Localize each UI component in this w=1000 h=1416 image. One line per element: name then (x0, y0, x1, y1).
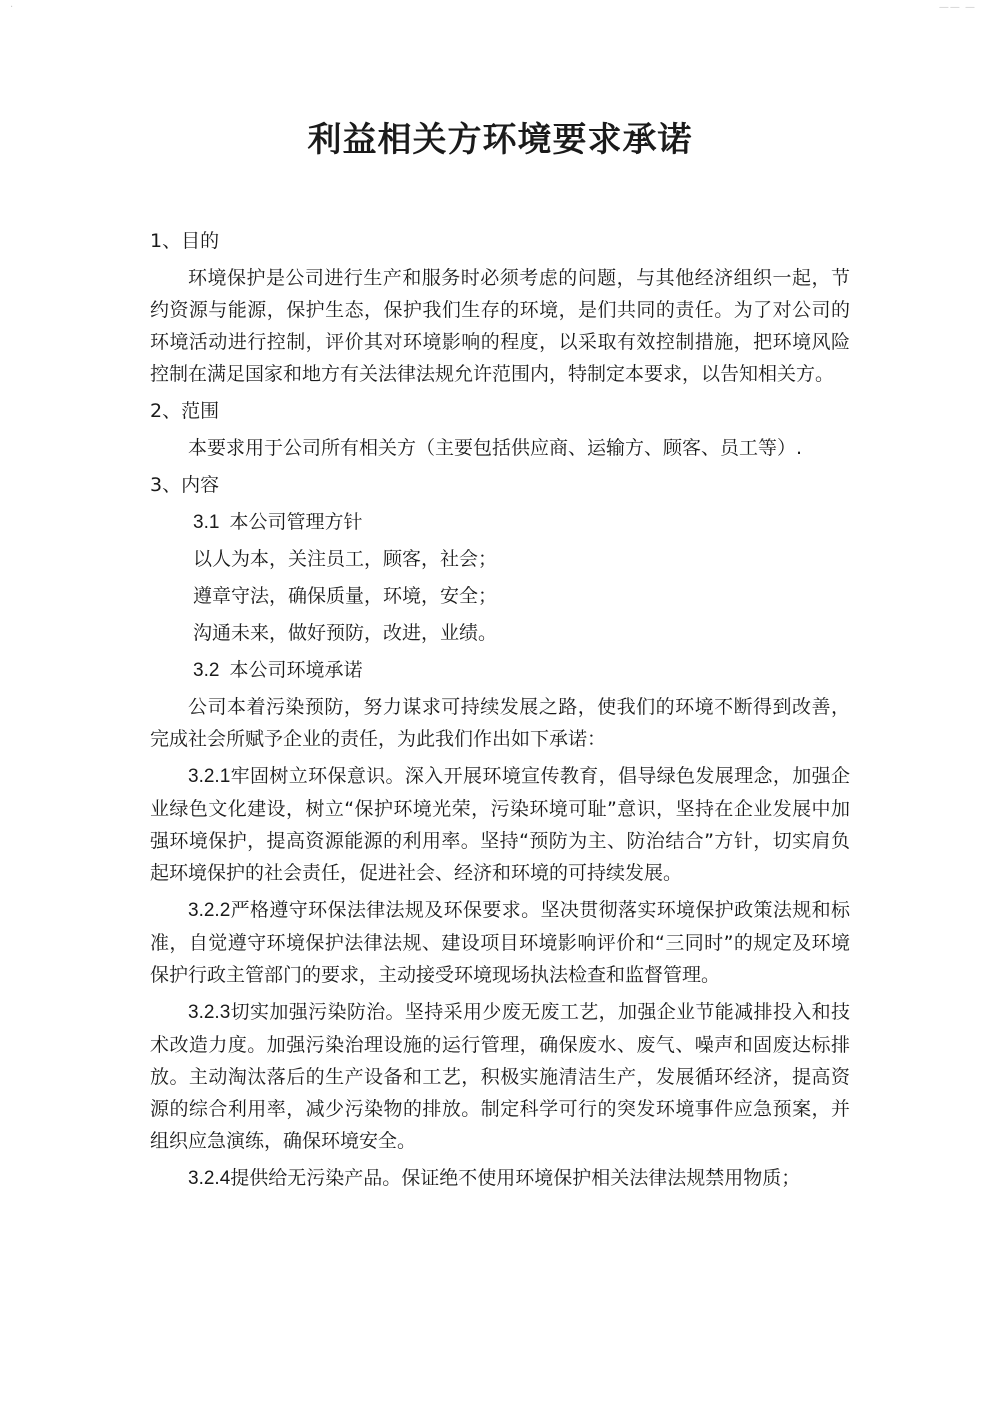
policy-line: 沟通未来，做好预防，改进，业绩。 (193, 622, 498, 644)
section-heading-purpose: 1、目的 (150, 230, 220, 252)
purpose-paragraph: 环境保护是公司进行生产和服务时必须考虑的问题，与其他经济组织一起，节约资源与能源，保护生态，保护我们生存的环境，是们共同的责任。为了对公司的环境活动进行控制，评价其对环境影响的程度，以采取有效控制措施，把环境风险控制在满足国家和地方有关法律法规允许范围内，特制定本要求，以告知相关方。 (150, 267, 850, 385)
commitment-item-text: 提供给无污染产品。保证绝不使用环境保护相关法律法规禁用物质； (230, 1167, 801, 1189)
commitment-item-number: 3.2.3 (188, 1002, 231, 1023)
commitment-intro-paragraph: 公司本着污染预防，努力谋求可持续发展之路，使我们的环境不断得到改善，完成社会所赋予企业的责任，为此我们作出如下承诺： (150, 696, 850, 750)
subsection-number: 3.1 (193, 512, 220, 533)
commitment-item-number: 3.2.2 (188, 900, 231, 921)
commitment-item-text: 牢固树立环保意识。深入开展环境宣传教育，倡导绿色发展理念，加强企业绿色文化建设，树立“保护环境光荣，污染环境可耻”意识，坚持在企业发展中加强环境保护，提高资源能源的利用率。坚持“预防为主、防治结合”方针，切实肩负起环境保护的社会责任，促进社会、经济和环境的可持续发展。 (150, 765, 850, 884)
commitment-item (150, 760, 850, 889)
policy-line: 遵章守法，确保质量，环境，安全； (193, 585, 498, 607)
subsection-title: 本公司环境承诺 (229, 659, 363, 681)
commitment-item (150, 894, 850, 991)
subsection-number: 3.2 (193, 660, 220, 681)
subsection-heading-management-policy (150, 506, 850, 538)
subsection-title: 本公司管理方针 (229, 511, 363, 533)
document-body (150, 225, 850, 1200)
commitment-item-number: 3.2.1 (188, 766, 231, 787)
corner-mark-left: · (10, 2, 15, 13)
commitment-item-number: 3.2.4 (188, 1168, 231, 1189)
section-heading-scope: 2、范围 (150, 400, 220, 422)
commitment-item (150, 1162, 850, 1195)
commitment-item-text: 严格遵守环保法律法规及环保要求。坚决贯彻落实环境保护政策法规和标准，自觉遵守环境保护法律法规、建设项目环境影响评价和“三同时”的规定及环境保护行政主管部门的要求，主动接受环境现场执法检查和监督管理。 (150, 899, 850, 986)
policy-line: 以人为本，关注员工，顾客，社会； (193, 548, 498, 570)
subsection-heading-environmental-commitment (150, 654, 850, 686)
corner-mark-right: —— — (938, 2, 976, 13)
document-title: 利益相关方环境要求承诺 (307, 120, 693, 160)
commitment-item (150, 996, 850, 1157)
commitment-item-text: 切实加强污染防治。坚持采用少废无废工艺，加强企业节能减排投入和技术改造力度。加强污染治理设施的运行管理，确保废水、废气、噪声和固废达标排放。主动淘汰落后的生产设备和工艺，积极实施清洁生产，发展循环经济，提高资源的综合利用率，减少污染物的排放。制定科学可行的突发环境事件应急预案，并组织应急演练，确保环境安全。 (150, 1001, 850, 1152)
scope-paragraph: 本要求用于公司所有相关方（主要包括供应商、运输方、顾客、员工等）. (188, 437, 803, 459)
section-heading-content: 3、内容 (150, 474, 220, 496)
